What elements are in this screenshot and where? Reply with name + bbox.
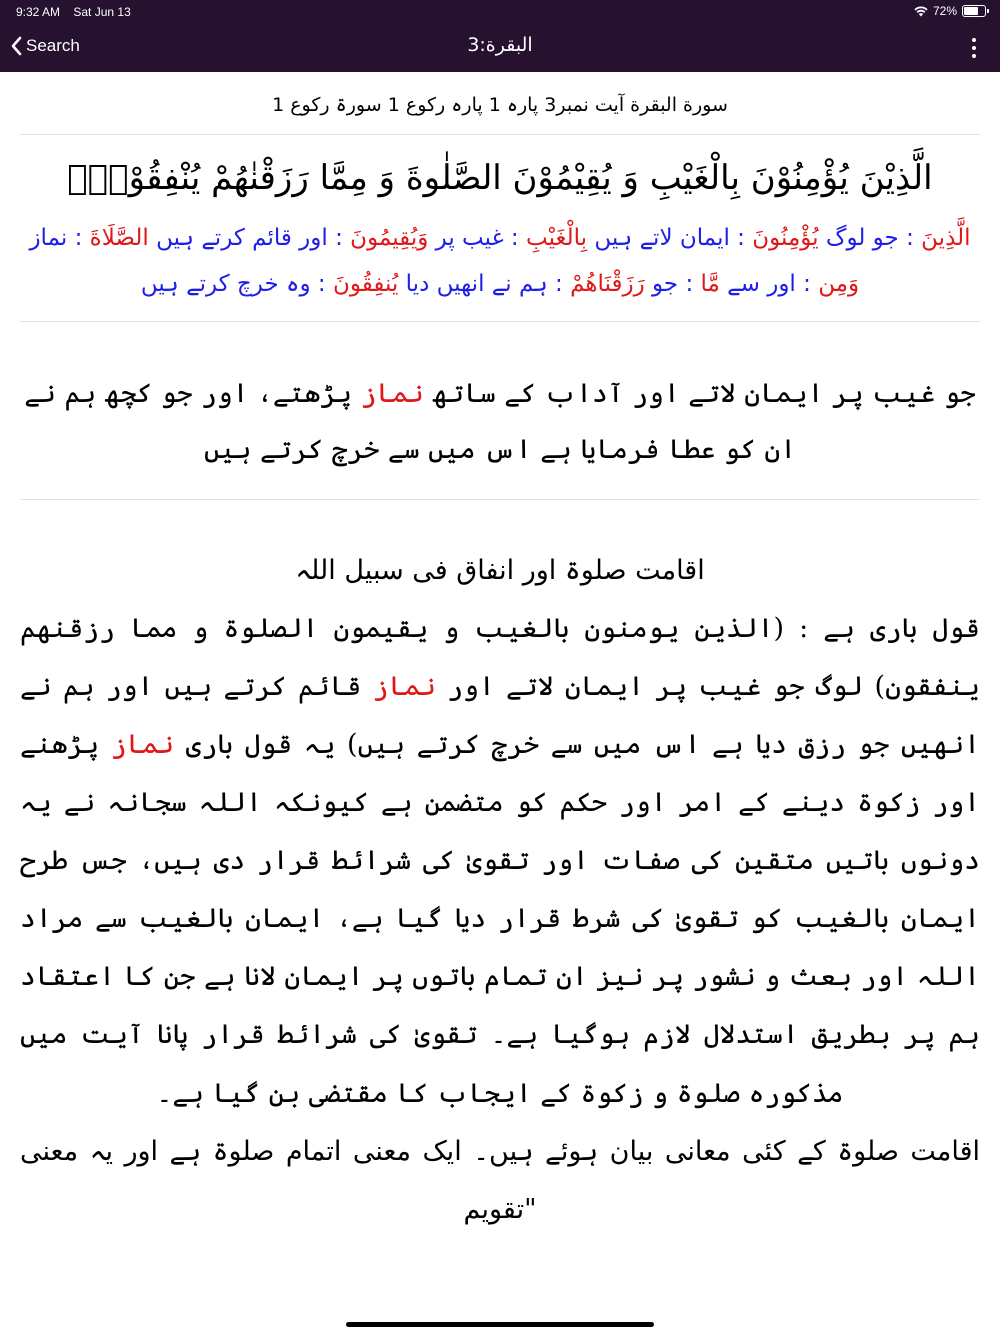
wbw-arabic-word: الَّذِينَ [921,225,971,252]
status-bar [0,0,1000,24]
wbw-separator: : [729,225,753,252]
wbw-separator: : [678,271,701,298]
tafsir-text-a: قول باری ہے : (الذین یومنون بالغیب و یقیمون الصلوۃ و مما رزقنھم ینفقون) لوگ جو غیب پر ایمان لاتے اور [20,613,980,703]
tafsir-text-b: قائم کرتے ہیں اور ہم نے انھیں جو رزق دیا ہے اس میں سے خرچ کرتے ہیں) یہ قول باری [20,671,980,761]
more-dot-icon [972,38,976,42]
wbw-arabic-word: بِالْغَيْبِ [525,225,588,252]
back-button[interactable] [10,36,80,56]
wbw-urdu-meaning: ہم نے انھیں دیا [405,271,548,298]
status-time: 9:32 AM [16,5,61,19]
tafsir-highlight-2: نماز [110,729,175,761]
battery-percent: 72% [932,4,957,18]
arabic-ayah: الَّذِیْنَ یُؤْمِنُوْنَ بِالْغَیْبِ وَ یُقِیْمُوْنَ الصَّلٰوةَ وَ مِمَّا رَزَقْنٰهُمْ یُنْفِقُوْنَۙ [67,158,933,198]
wbw-separator: : [327,225,351,252]
wbw-arabic-word: وَمِن [818,271,860,298]
more-dot-icon [972,46,976,50]
wbw-separator: : [310,271,333,298]
home-indicator [346,1322,654,1327]
wbw-urdu-meaning: ایمان لاتے ہیں [594,225,730,252]
tafsir-highlight-1: نماز [372,671,436,703]
wbw-urdu-meaning: غیب پر [435,225,504,252]
translation-text-1: جو غیب پر ایمان لاتے اور آداب کے ساتھ [432,378,976,410]
tafsir-paragraph-2: اقامت صلوۃ کے کئی معانی بیان ہوئے ہیں۔ ایک معنی اتمام صلوۃ ہے اور یہ معنی "تقویم [20,1135,980,1225]
page-title [0,34,1000,56]
tafsir-section [20,500,980,1239]
status-date: Sat Jun 13 [73,5,131,19]
battery-nub [987,9,989,13]
word-by-word-translation [20,215,980,322]
wbw-urdu-meaning: اور سے [727,271,796,298]
ayah-reference: سورة البقرة آیت نمبر3 پارہ 1 پارہ رکوع 1 سورۃ رکوع 1 [20,72,980,135]
wbw-arabic-word: يُؤْمِنُونَ [752,225,819,252]
wbw-separator: : [898,225,922,252]
page-title-text: البقرة:3 [467,34,533,56]
tafsir-paragraph-1 [20,600,980,1122]
wbw-arabic-word: وَيُقِيمُونَ [350,225,429,252]
wbw-arabic-word: رَزَقْنَاهُمْ [570,271,645,298]
wbw-separator: : [67,225,90,252]
status-right [914,4,986,18]
wbw-urdu-meaning: جو [652,271,679,298]
back-label: Search [26,36,80,55]
tafsir-text-c: پڑھنے اور زکوۃ دینے کے امر اور حکم کو متضمن ہے کیونکہ اللہ سجانہ نے یہ دونوں باتیں متقین کی صفات اور تقویٰ کی شرائط قرار دی ہیں، جس طرح ایمان بالغیب کو تقویٰ کی شرط قرار دیا گیا ہے، ایمان بالغیب سے مراد اللہ اور بعث و نشور پر نیز ان تمام باتوں پر ایمان لانا ہے جن کا اعتقاد ہم پر بطریق استدلال لازم ہوگیا ہے۔ تقویٰ کی شرائط قرار پانا آیت میں مذکورہ صلوۃ و زکوۃ کے ایجاب کا مقتضی بن گیا ہے۔ [20,729,980,1109]
translation-highlight: نماز [360,378,424,410]
wbw-urdu-meaning: وہ خرچ کرتے ہیں [140,271,311,298]
tafsir-heading: اقامت صلوۃ اور انفاق فی سبیل اللہ [295,555,705,587]
chevron-left-icon [10,36,22,56]
wbw-separator: : [795,271,819,298]
status-left [16,5,141,19]
more-dot-icon [972,54,976,58]
wbw-urdu-meaning: نماز [29,225,68,252]
wbw-arabic-word: يُنفِقُونَ [332,271,399,298]
wbw-separator: : [503,225,526,252]
wbw-arabic-word: الصَّلَاةَ [89,225,149,252]
urdu-translation [20,322,980,500]
translation-text-2: پڑھتے، اور جو کچھ ہم نے ان کو عطا فرمایا ہے اس میں سے خرچ کرتے ہیں [24,378,797,465]
wifi-icon [914,6,928,17]
battery-icon [962,5,986,17]
navigation-bar [0,24,1000,72]
battery-fill [964,7,978,15]
wbw-separator: : [547,271,571,298]
wbw-arabic-word: مَّا [700,271,720,298]
content-scroll[interactable] [20,72,980,1334]
wbw-urdu-meaning: اور قائم کرتے ہیں [156,225,328,252]
wbw-urdu-meaning: جو لوگ [825,225,899,252]
more-options-button[interactable] [970,38,978,58]
